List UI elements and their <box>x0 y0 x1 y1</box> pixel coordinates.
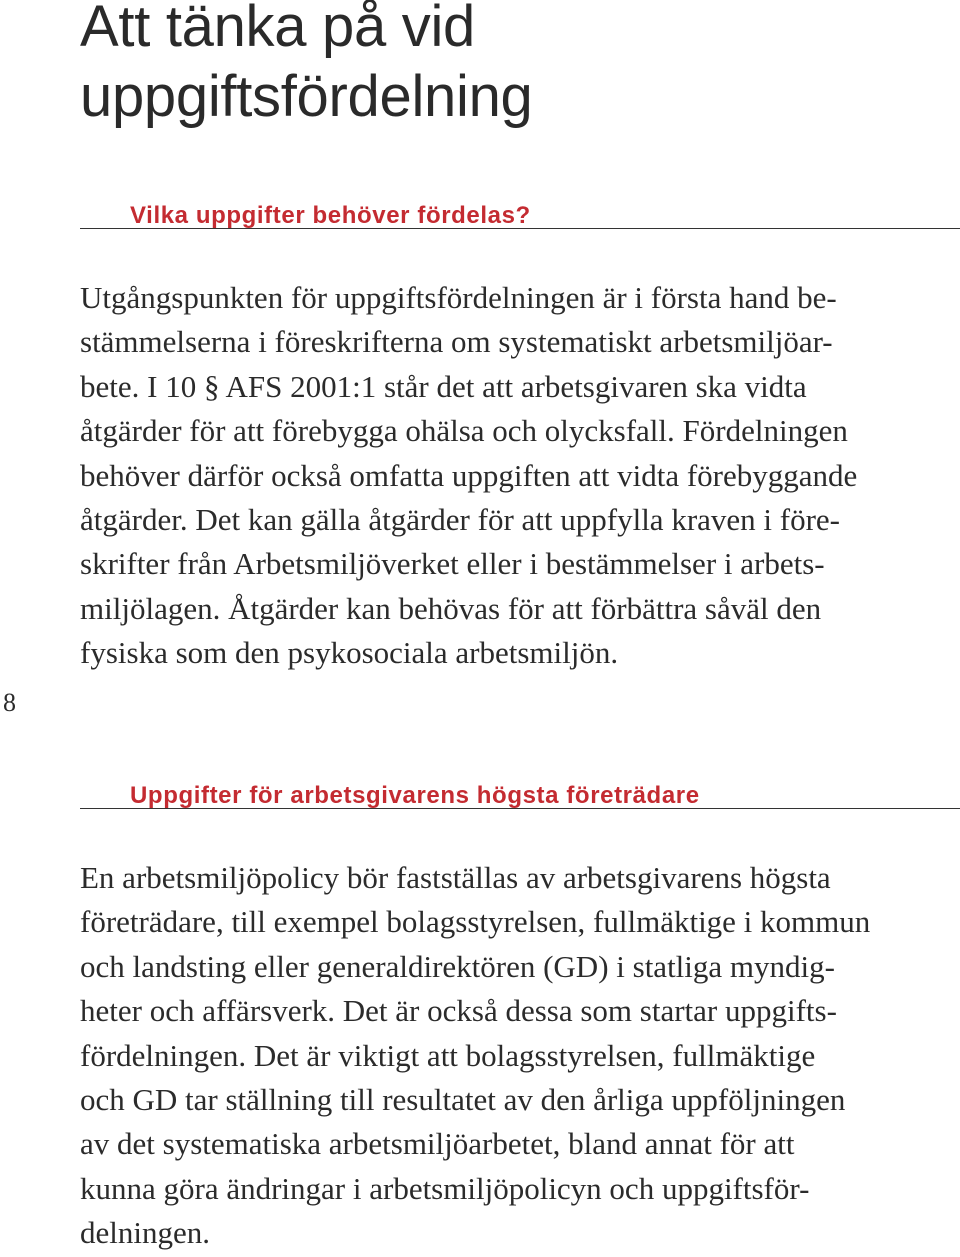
text-line: och GD tar ställning till resultatet av den årliga uppföljningen <box>80 1082 846 1118</box>
text-line: bete. I 10 § AFS 2001:1 står det att arbetsgivaren ska vidta <box>80 368 807 404</box>
paragraph-top-representative <box>80 856 960 1256</box>
text-line: fysiska som den psykosociala arbetsmiljön. <box>80 635 619 671</box>
text-line: företrädare, till exempel bolagsstyrelsen, fullmäktige i kommun <box>80 904 871 940</box>
page-title <box>80 0 532 132</box>
text-line: heter och affärsverk. Det är också dessa som startar uppgifts- <box>80 993 837 1029</box>
section-heading-tasks <box>80 198 960 229</box>
text-line: fördelningen. Det är viktigt att bolagsstyrelsen, fullmäktige <box>80 1037 816 1073</box>
text-line: stämmelserna i föreskrifterna om systematiskt arbetsmiljöar- <box>80 324 833 360</box>
page-number: 8 <box>3 688 16 717</box>
section-heading-top-representative <box>80 778 960 809</box>
text-line: kunna göra ändringar i arbetsmiljöpolicyn och uppgiftsför- <box>80 1170 810 1206</box>
paragraph-tasks <box>80 276 960 676</box>
page-title-line: uppgiftsfördelning <box>80 64 533 129</box>
text-line: av det systematiska arbetsmiljöarbetet, bland annat för att <box>80 1126 795 1162</box>
section-heading-label: Uppgifter för arbetsgivarens högsta företrädare <box>130 782 700 809</box>
text-line: skrifter från Arbetsmiljöverket eller i bestämmelser i arbets- <box>80 546 825 582</box>
text-line: miljölagen. Åtgärder kan behövas för att förbättra såväl den <box>80 590 822 626</box>
text-line: behöver därför också omfatta uppgiften att vidta förebyggande <box>80 457 858 493</box>
text-line: delningen. <box>80 1215 210 1251</box>
text-line: och landsting eller generaldirektören (GD) i statliga myndig- <box>80 948 835 984</box>
text-line: En arbetsmiljöpolicy bör fastställas av arbetsgivarens högsta <box>80 860 831 895</box>
page-title-line: Att tänka på vid <box>80 0 475 59</box>
text-line: Utgångspunkten för uppgiftsfördelningen är i första hand be- <box>80 280 837 315</box>
section-heading-label: Vilka uppgifter behöver fördelas? <box>130 202 531 229</box>
text-line: åtgärder. Det kan gälla åtgärder för att uppfylla kraven i före- <box>80 502 840 538</box>
text-line: åtgärder för att förebygga ohälsa och olycksfall. Fördelningen <box>80 413 848 449</box>
